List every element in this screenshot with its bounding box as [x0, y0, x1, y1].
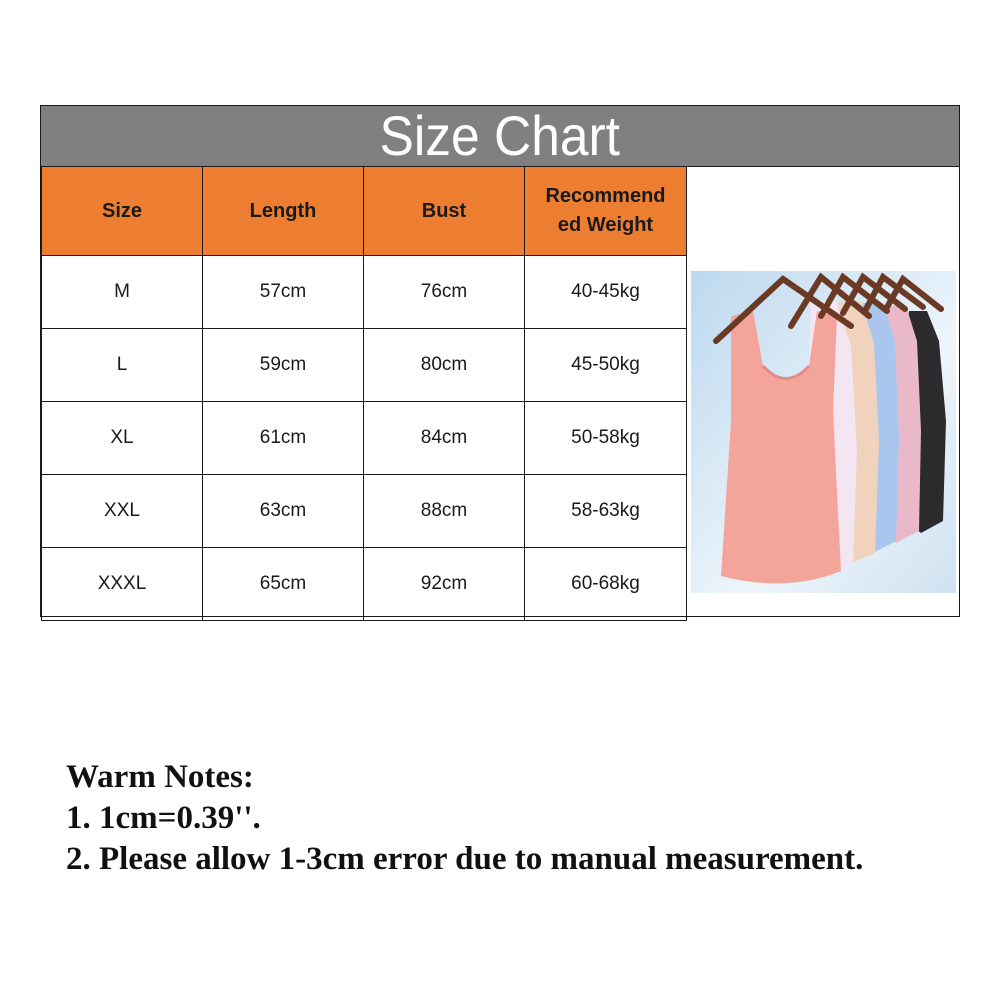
table-row — [42, 475, 687, 548]
header-bust: Bust — [364, 167, 525, 256]
header-row — [42, 167, 687, 256]
cell-weight: 50-58kg — [525, 402, 687, 475]
cell-bust: 76cm — [364, 256, 525, 329]
cell-weight: 60-68kg — [525, 548, 687, 621]
size-chart — [40, 105, 960, 617]
table-row — [42, 329, 687, 402]
warm-notes — [66, 757, 966, 880]
cell-bust: 80cm — [364, 329, 525, 402]
header-recommended-weight — [525, 167, 687, 256]
cell-weight: 58-63kg — [525, 475, 687, 548]
cell-size: M — [42, 256, 203, 329]
size-chart-title-bar — [41, 106, 959, 167]
cell-size: XL — [42, 402, 203, 475]
warm-notes-heading: Warm Notes: — [66, 759, 254, 795]
table-row — [42, 402, 687, 475]
warm-note-item: 2. Please allow 1-3cm error due to manual measurement. — [66, 841, 864, 877]
cell-size: XXL — [42, 475, 203, 548]
product-photo — [691, 271, 956, 593]
cell-bust: 84cm — [364, 402, 525, 475]
table-row — [42, 548, 687, 621]
cell-length: 59cm — [203, 329, 364, 402]
cell-bust: 88cm — [364, 475, 525, 548]
warm-note-item: 1. 1cm=0.39''. — [66, 800, 261, 836]
size-table — [41, 166, 687, 621]
cell-length: 65cm — [203, 548, 364, 621]
header-length: Length — [203, 167, 364, 256]
table-row — [42, 256, 687, 329]
header-weight-line-2: ed Weight — [557, 214, 654, 236]
cell-weight: 45-50kg — [525, 329, 687, 402]
header-weight-line-1: Recommend — [545, 185, 666, 207]
cell-size: XXXL — [42, 548, 203, 621]
cell-length: 63cm — [203, 475, 364, 548]
cell-weight: 40-45kg — [525, 256, 687, 329]
header-size: Size — [42, 167, 203, 256]
cell-length: 61cm — [203, 402, 364, 475]
cell-length: 57cm — [203, 256, 364, 329]
size-chart-title: Size Chart — [379, 104, 621, 167]
cell-bust: 92cm — [364, 548, 525, 621]
cell-size: L — [42, 329, 203, 402]
tank-tops-on-hangers-icon — [691, 271, 956, 593]
